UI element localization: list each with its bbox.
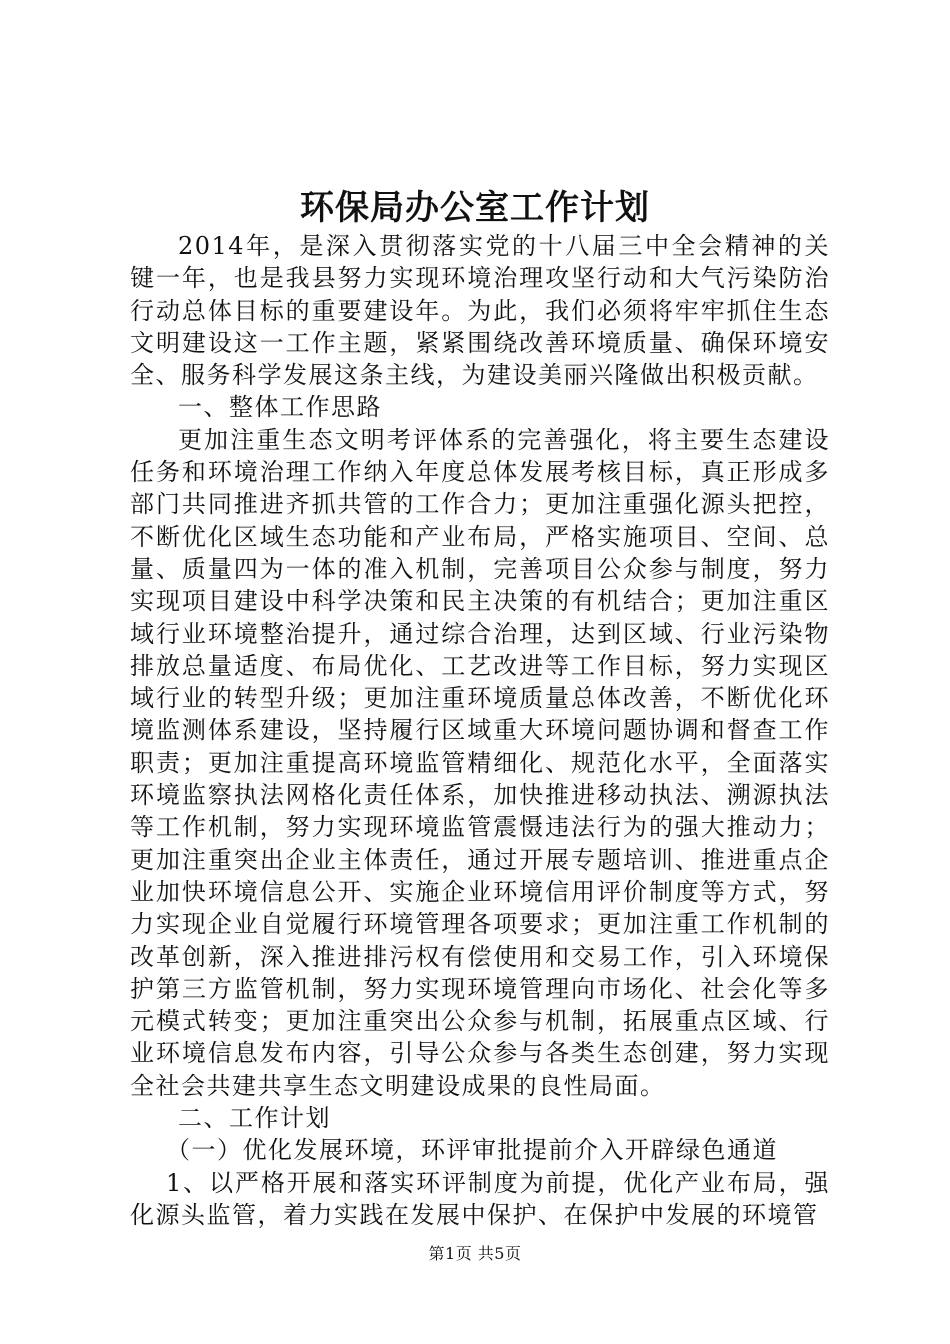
section-heading-work-plan: 二、工作计划	[178, 1104, 331, 1133]
section-heading-overall-approach: 一、整体工作思路	[178, 393, 382, 422]
intro-paragraph: 2014年，是深入贯彻落实党的十八届三中全会精神的关键一年，也是我县努力实现环境治理攻坚行动和大气污染防治行动总体目标的重要建设年。为此，我们必须将牢牢抓住生态文明建设这一工作主题，紧紧围绕改善环境质量、确保环境安全、服务科学发展这条主线，为建设美丽兴隆做出积极贡献。	[130, 232, 830, 390]
numbered-paragraph-1: 1、以严格开展和落实环评制度为前提，优化产业布局，强化源头监管，着力实践在发展中保护、在保护中发展的环境管	[130, 1168, 830, 1229]
page-number-footer: 第1页 共5页	[428, 1244, 522, 1263]
document-body	[130, 230, 830, 1231]
document-title: 环保局办公室工作计划	[300, 188, 650, 228]
overall-approach-paragraph: 更加注重生态文明考评体系的完善强化，将主要生态建设任务和环境治理工作纳入年度总体发展考核目标，真正形成多部门共同推进齐抓共管的工作合力；更加注重强化源头把控，不断优化区域生态功能和产业布局，严格实施项目、空间、总量、质量四为一体的准入机制，完善项目公众参与制度，努力实现项目建设中科学决策和民主决策的有机结合；更加注重区域行业环境整治提升，通过综合治理，达到区域、行业污染物排放总量适度、布局优化、工艺改进等工作目标，努力实现区域行业的转型升级；更加注重环境质量总体改善，不断优化环境监测体系建设，坚持履行区域重大环境问题协调和督查工作职责；更加注重提高环境监管精细化、规范化水平，全面落实环境监察执法网格化责任体系，加快推进移动执法、溯源执法等工作机制，努力实现环境监管震慑违法行为的强大推动力；更加注重突出企业主体责任，通过开展专题培训、推进重点企业加快环境信息公开、实施企业环境信用评价制度等方式，努力实现企业自觉履行环境管理各项要求；更加注重工作机制的改革创新，深入推进排污权有偿使用和交易工作，引入环境保护第三方监管机制，努力实现环境管理向市场化、社会化等多元模式转变；更加注重突出公众参与机制，拓展重点区域、行业环境信息发布内容，引导公众参与各类生态创建，努力实现全社会共建共享生态文明建设成果的良性局面。	[130, 425, 830, 1100]
subsection-heading-optimize-environment: （一）优化发展环境，环评审批提前介入开辟绿色通道	[166, 1136, 778, 1165]
